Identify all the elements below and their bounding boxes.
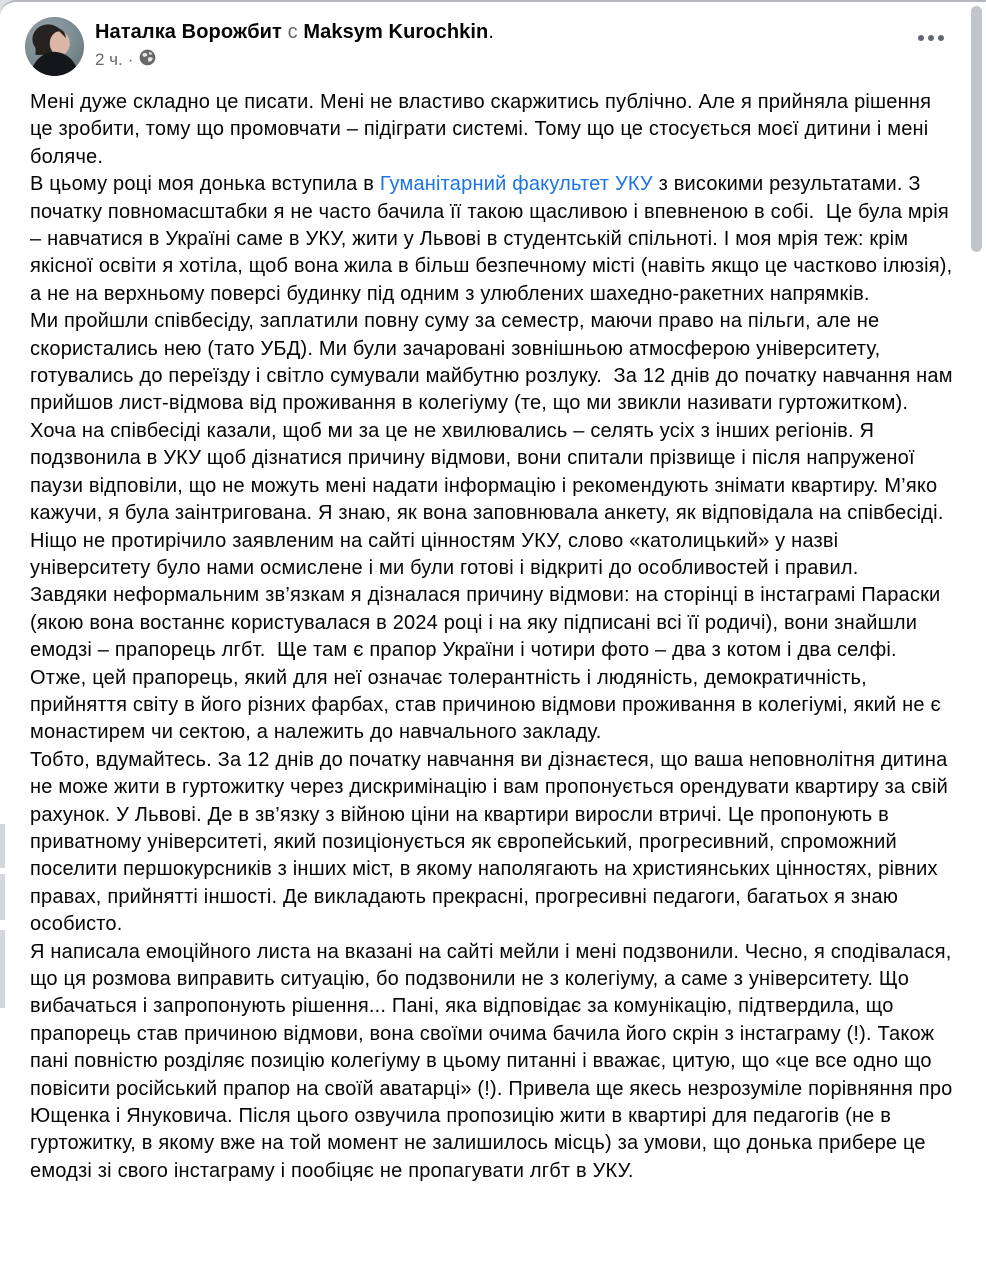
author-line <box>95 19 494 45</box>
paragraph <box>30 747 958 939</box>
post-options-button[interactable] <box>914 27 948 49</box>
paragraph <box>30 582 958 746</box>
paragraph-text: В цьому році моя донька вступила в <box>30 173 380 196</box>
avatar-image <box>25 17 84 76</box>
globe-icon <box>139 49 156 71</box>
paragraph <box>30 171 958 308</box>
paragraph-text: Ми пройшли співбесіду, заплатили повну суму за семестр, маючи право на пільги, але не скористались нею (тато УБД). Ми були зачаровані зовнішньою атмосферою університету, готувались до переїзду і світло сумували майбутню розлуку. За 12 днів до початку навчання нам прийшов лист-відмова від проживання в колегіуму (те, що ми звикли називати гуртожитком). Хоча на співбесіді казали, щоб ми за це не хвилювались – селять усіх з інших регіонів. Я подзвонила в УКУ щоб дізнатися причину відмови, вони спитали прізвище і після напруженої паузи відповіли, що не можуть мені надати інформацію і рекомендують знімати квартиру. М’яко кажучи, я була заінтригована. Я знаю, як вона заповнювала анкету, як відповідала на співбесіді. Ніщо не протирічило заявленим на сайті цінностям УКУ, слово «католицький» у назві університету було нами осмислене і ми були готові і відкриті до особливостей і правил. <box>30 310 959 579</box>
paragraph-text: Завдяки неформальним зв’язкам я дізналася причину відмови: на сторінці в інстаграмі Параски (якою вона востаннє користувалася в 2024 році і на яку підписані всі її родичі), вони знайшли емодзі – прапорець лгбт. Ще там є прапор України і чотири фото – два з котом і два селфі. Отже, цей прапорець, який для неї означає толерантність і людяність, демократичність, прийняття світу в його різних фарбах, став причиною відмови проживання в колегіумі, який не є монастирем чи сектою, а належить до навчального закладу. <box>30 584 947 744</box>
author-name-link[interactable]: Наталка Ворожбит <box>95 21 282 43</box>
post-text <box>0 89 986 1185</box>
with-connector: с <box>281 21 304 43</box>
scrollbar-thumb[interactable] <box>971 6 982 252</box>
uku-faculty-link[interactable]: Гуманітарний факультет УКУ <box>379 173 653 196</box>
ellipsis-dot <box>938 35 944 41</box>
paragraph <box>30 89 958 171</box>
post-header <box>0 2 986 76</box>
avatar[interactable] <box>25 17 84 76</box>
paragraph <box>30 308 958 582</box>
left-edge-artifact <box>0 930 5 1008</box>
ellipsis-dot <box>928 35 934 41</box>
header-info <box>95 17 494 71</box>
paragraph-text: з високими результатами. З початку повномасштабки я не часто бачила її такою щасливою і впевненою в собі. Це була мрія – навчатися в Україні саме в УКУ, жити у Львові в студентській спільноті. І моя мрія теж: крім якісної освіти я хотіла, щоб вона жила в більш безпечному місті (навіть якщо це частково ілюзія), а не на верхньому поверсі будинку під одним з улюблених шахедно-ракетних напрямків. <box>30 173 959 305</box>
coauthor-name-link[interactable]: Maksym Kurochkin <box>303 21 489 43</box>
left-edge-artifact <box>0 824 5 868</box>
ellipsis-dot <box>918 35 924 41</box>
paragraph-text: Тобто, вдумайтесь. За 12 днів до початку навчання ви дізнаєтеся, що ваша неповнолітня дитина не може жити в гуртожитку через дискримінацію і вам пропонується орендувати квартиру за свій рахунок. У Львові. Де в зв’язку з війною ціни на квартири виросли втричі. Це пропонують в приватному університеті, який позиціонується як європейський, прогресивний, спроможний поселити першокурсників з інших міст, в якому наполягають на християнських цінностях, рівних правах, прийнятті іншості. Де викладають прекрасні, прогресивні педагоги, багатьох я знаю особисто. <box>30 748 954 936</box>
left-edge-artifact <box>0 874 5 920</box>
paragraph <box>30 939 958 1186</box>
timestamp-link[interactable]: 2 ч. <box>95 50 123 69</box>
meta-dot-separator: · <box>127 50 134 69</box>
paragraph-text: Я написала емоційного листа на вказані на сайті мейли і мені подзвонили. Чесно, я сподівалася, що ця розмова виправить ситуацію, бо подзвонили не з колегіуму, а саме з університету. Що вибачаться і запропонують рішення... Пані, яка відповідає за комунікацію, підтвердила, що прапорець став причиною відмови, вона своїми очима бачила його скрін з інстаграму (!). Також пані повністю розділяє позицію колегіуму в цьому питанні і вважає, цитую, що «це все одно що повісити російський прапор на своїй аватарці» (!). Привела ще якесь незрозуміле порівняння про Ющенка і Януковича. Після цього озвучила пропозицію жити в квартирі для педагогів (не в гуртожитку, в якому вже на той момент не залишилось місць) за умови, що донька прибере це емодзі зі свого інстаграму і пообіцяє не пропагувати лгбт в УКУ. <box>30 940 959 1182</box>
paragraph-text: Мені дуже складно це писати. Мені не властиво скаржитись публічно. Але я прийняла рішення це зробити, тому що промовчати – підіграти системі. Тому що це стосується моєї дитини і мені боляче. <box>30 91 937 168</box>
post-meta <box>95 49 494 71</box>
name-suffix: . <box>488 21 495 43</box>
